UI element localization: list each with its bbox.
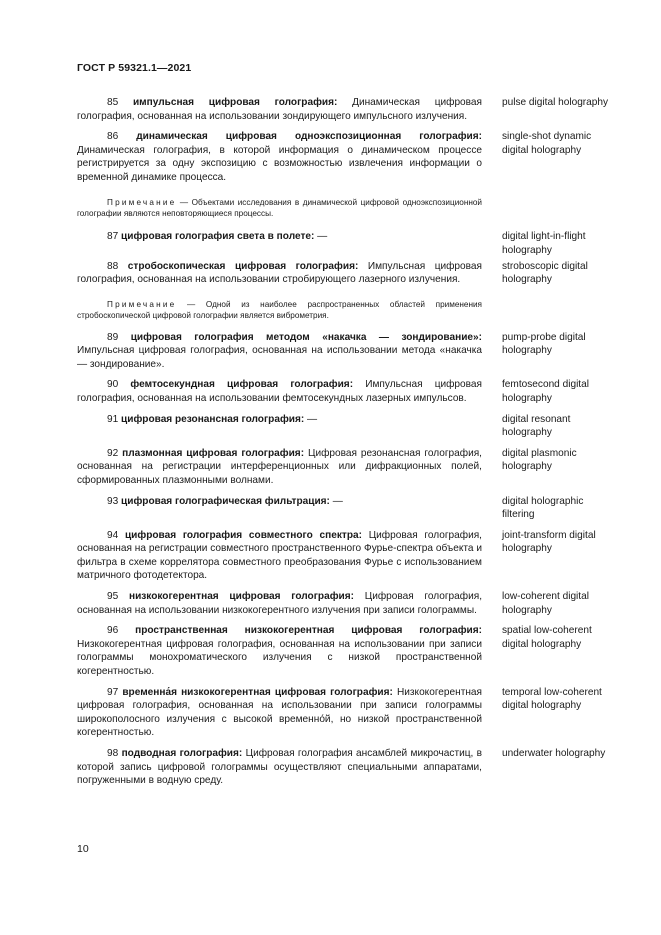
term-name: плазмонная цифровая голография: (122, 447, 305, 459)
term-definition (77, 230, 482, 244)
note (77, 197, 482, 220)
definition-text: Импульсная цифровая голография, основанная на использовании стробирующего лазерного излучения. (77, 260, 482, 286)
term-entry-93 (77, 495, 617, 522)
term-number: 95 (107, 591, 119, 603)
term-number: 88 (107, 260, 119, 272)
term-name: низкокогерентная цифровая голография: (128, 591, 354, 603)
term-definition (77, 447, 482, 488)
term-name: цифровая голография совместного спектра: (124, 529, 362, 541)
definition-text: Низкокогерентная цифровая голография, основанная на использовании при записи голограммы монохроматического излучения с низкой пространственной когерентностью. (77, 638, 482, 678)
term-entry-87 (77, 230, 617, 257)
term-number: 94 (107, 529, 119, 541)
english-equivalent: spatial low-coherent digital holography (502, 625, 592, 650)
term-entry-96 (77, 624, 617, 678)
term-number: 85 (107, 97, 119, 108)
note-label: Примечание (107, 197, 177, 207)
term-number: 87 (107, 231, 119, 243)
term-definition (77, 624, 482, 678)
english-equivalent: pump-probe digital holography (502, 331, 586, 357)
definition-text: Низкокогерентная цифровая голография, основанная на использовании при записи голограммы широкополосного излучения с высокой временно́й, но низкой пространственной когерентностью. (77, 686, 482, 739)
terms-list (77, 96, 617, 788)
definition-text: — (304, 413, 318, 425)
term-definition (77, 96, 482, 123)
term-name: стробоскопическая цифровая голография: (127, 260, 359, 272)
term-name: цифровая голография методом «накачка — зондирование»: (130, 331, 482, 343)
definition-text: — (314, 231, 328, 243)
term-entry-97 (77, 686, 617, 740)
english-equivalent: femtosecond digital holography (502, 379, 589, 404)
english-equivalent: stroboscopic digital holography (502, 260, 588, 286)
term-entry-86 (77, 130, 617, 219)
term-definition (77, 130, 482, 184)
term-number: 96 (107, 625, 119, 637)
term-name: подводная голография: (121, 748, 243, 759)
term-definition (77, 686, 482, 740)
term-definition (77, 747, 482, 788)
term-name: пространственная низкокогерентная цифровая голография: (135, 625, 483, 637)
term-definition (77, 331, 482, 372)
document-header: ГОСТ Р 59321.1—2021 (77, 62, 192, 74)
term-number: 98 (107, 748, 119, 759)
english-equivalent: digital holographic filtering (502, 495, 584, 521)
term-number: 90 (107, 379, 119, 391)
term-name: цифровая резонансная голография: (121, 413, 305, 425)
term-entry-90 (77, 378, 617, 405)
term-entry-91 (77, 413, 617, 440)
term-definition (77, 378, 482, 405)
english-equivalent: underwater holography (502, 748, 606, 759)
term-entry-88 (77, 260, 617, 322)
term-name: фемтосекундная цифровая голография: (130, 379, 354, 391)
term-definition (77, 260, 482, 287)
definition-text: — (329, 495, 343, 507)
term-number: 89 (107, 331, 119, 343)
term-entry-92 (77, 447, 617, 488)
definition-text: Импульсная цифровая голография, основанная на использовании метода «накачка — зондирование». (77, 345, 482, 370)
term-name: цифровая голография света в полете: (121, 231, 315, 243)
definition-text: Цифровая голография ансамблей микрочастиц, в которой запись цифровой голограммы осуществляют специальными аппаратами, погруженными в водную среду. (77, 748, 483, 787)
term-name: импульсная цифровая голография: (132, 97, 338, 108)
note-label: Примечание (107, 299, 177, 309)
english-equivalent: single-shot dynamic digital holography (502, 131, 592, 156)
term-definition (77, 590, 482, 617)
definition-text: Цифровая резонансная голография, основанная на регистрации интерференционных или дифракционных полей, сформированных плазмонными волнами. (77, 447, 482, 486)
english-equivalent: low-coherent digital holography (502, 591, 589, 616)
term-number: 97 (107, 686, 119, 698)
term-entry-85 (77, 96, 617, 123)
note-text: — Объектами исследования в динамической цифровой одноэкспозиционной голографии являются неповторяющиеся процессы. (77, 197, 482, 218)
page-number: 10 (77, 843, 89, 855)
english-equivalent: digital resonant holography (502, 413, 571, 439)
term-entry-94 (77, 529, 617, 583)
term-name: цифровая голографическая фильтрация: (121, 495, 330, 507)
definition-text: Динамическая цифровая голография, основанная на использовании зондирующего импульсного излучения. (77, 97, 482, 122)
term-name: временна́я низкокогерентная цифровая голография: (122, 686, 393, 698)
english-equivalent: pulse digital holography (502, 97, 609, 108)
term-entry-89 (77, 331, 617, 372)
term-definition (77, 495, 482, 509)
term-definition (77, 413, 482, 427)
term-number: 93 (107, 495, 119, 507)
english-equivalent: temporal low-coherent digital holography (502, 686, 602, 712)
definition-text: Динамическая голография, в которой информация о динамическом процессе регистрируется за одну экспозицию с возможностью извлечения информации о временной динамике процесса. (77, 144, 482, 183)
definition-text: Цифровая голография, основанная на использовании низкокогерентного излучения при записи голограммы. (77, 591, 483, 616)
note (77, 299, 482, 322)
term-entry-95 (77, 590, 617, 617)
term-number: 92 (107, 447, 119, 459)
english-equivalent: digital plasmonic holography (502, 447, 577, 473)
definition-text: Импульсная цифровая голография, основанная на использовании фемтосекундных лазерных импульсов. (77, 379, 482, 404)
english-equivalent: joint-transform digital holography (502, 529, 596, 555)
term-definition (77, 529, 482, 583)
definition-text: Цифровая голография, основанная на регистрации совместного пространственного Фурье-спектра объекта и фильтра в схеме коррелятора совместного преобразования Фурье с использованием матричного фотодетектора. (77, 529, 482, 582)
note-text: — Одной из наиболее распространенных областей применения стробоскопической цифровой голографии является виброметрия. (77, 299, 482, 321)
term-name: динамическая цифровая одноэкспозиционная голография: (136, 131, 482, 143)
term-entry-98 (77, 747, 617, 788)
term-number: 91 (107, 413, 119, 425)
english-equivalent: digital light-in-flight holography (502, 231, 586, 256)
term-number: 86 (107, 131, 119, 143)
